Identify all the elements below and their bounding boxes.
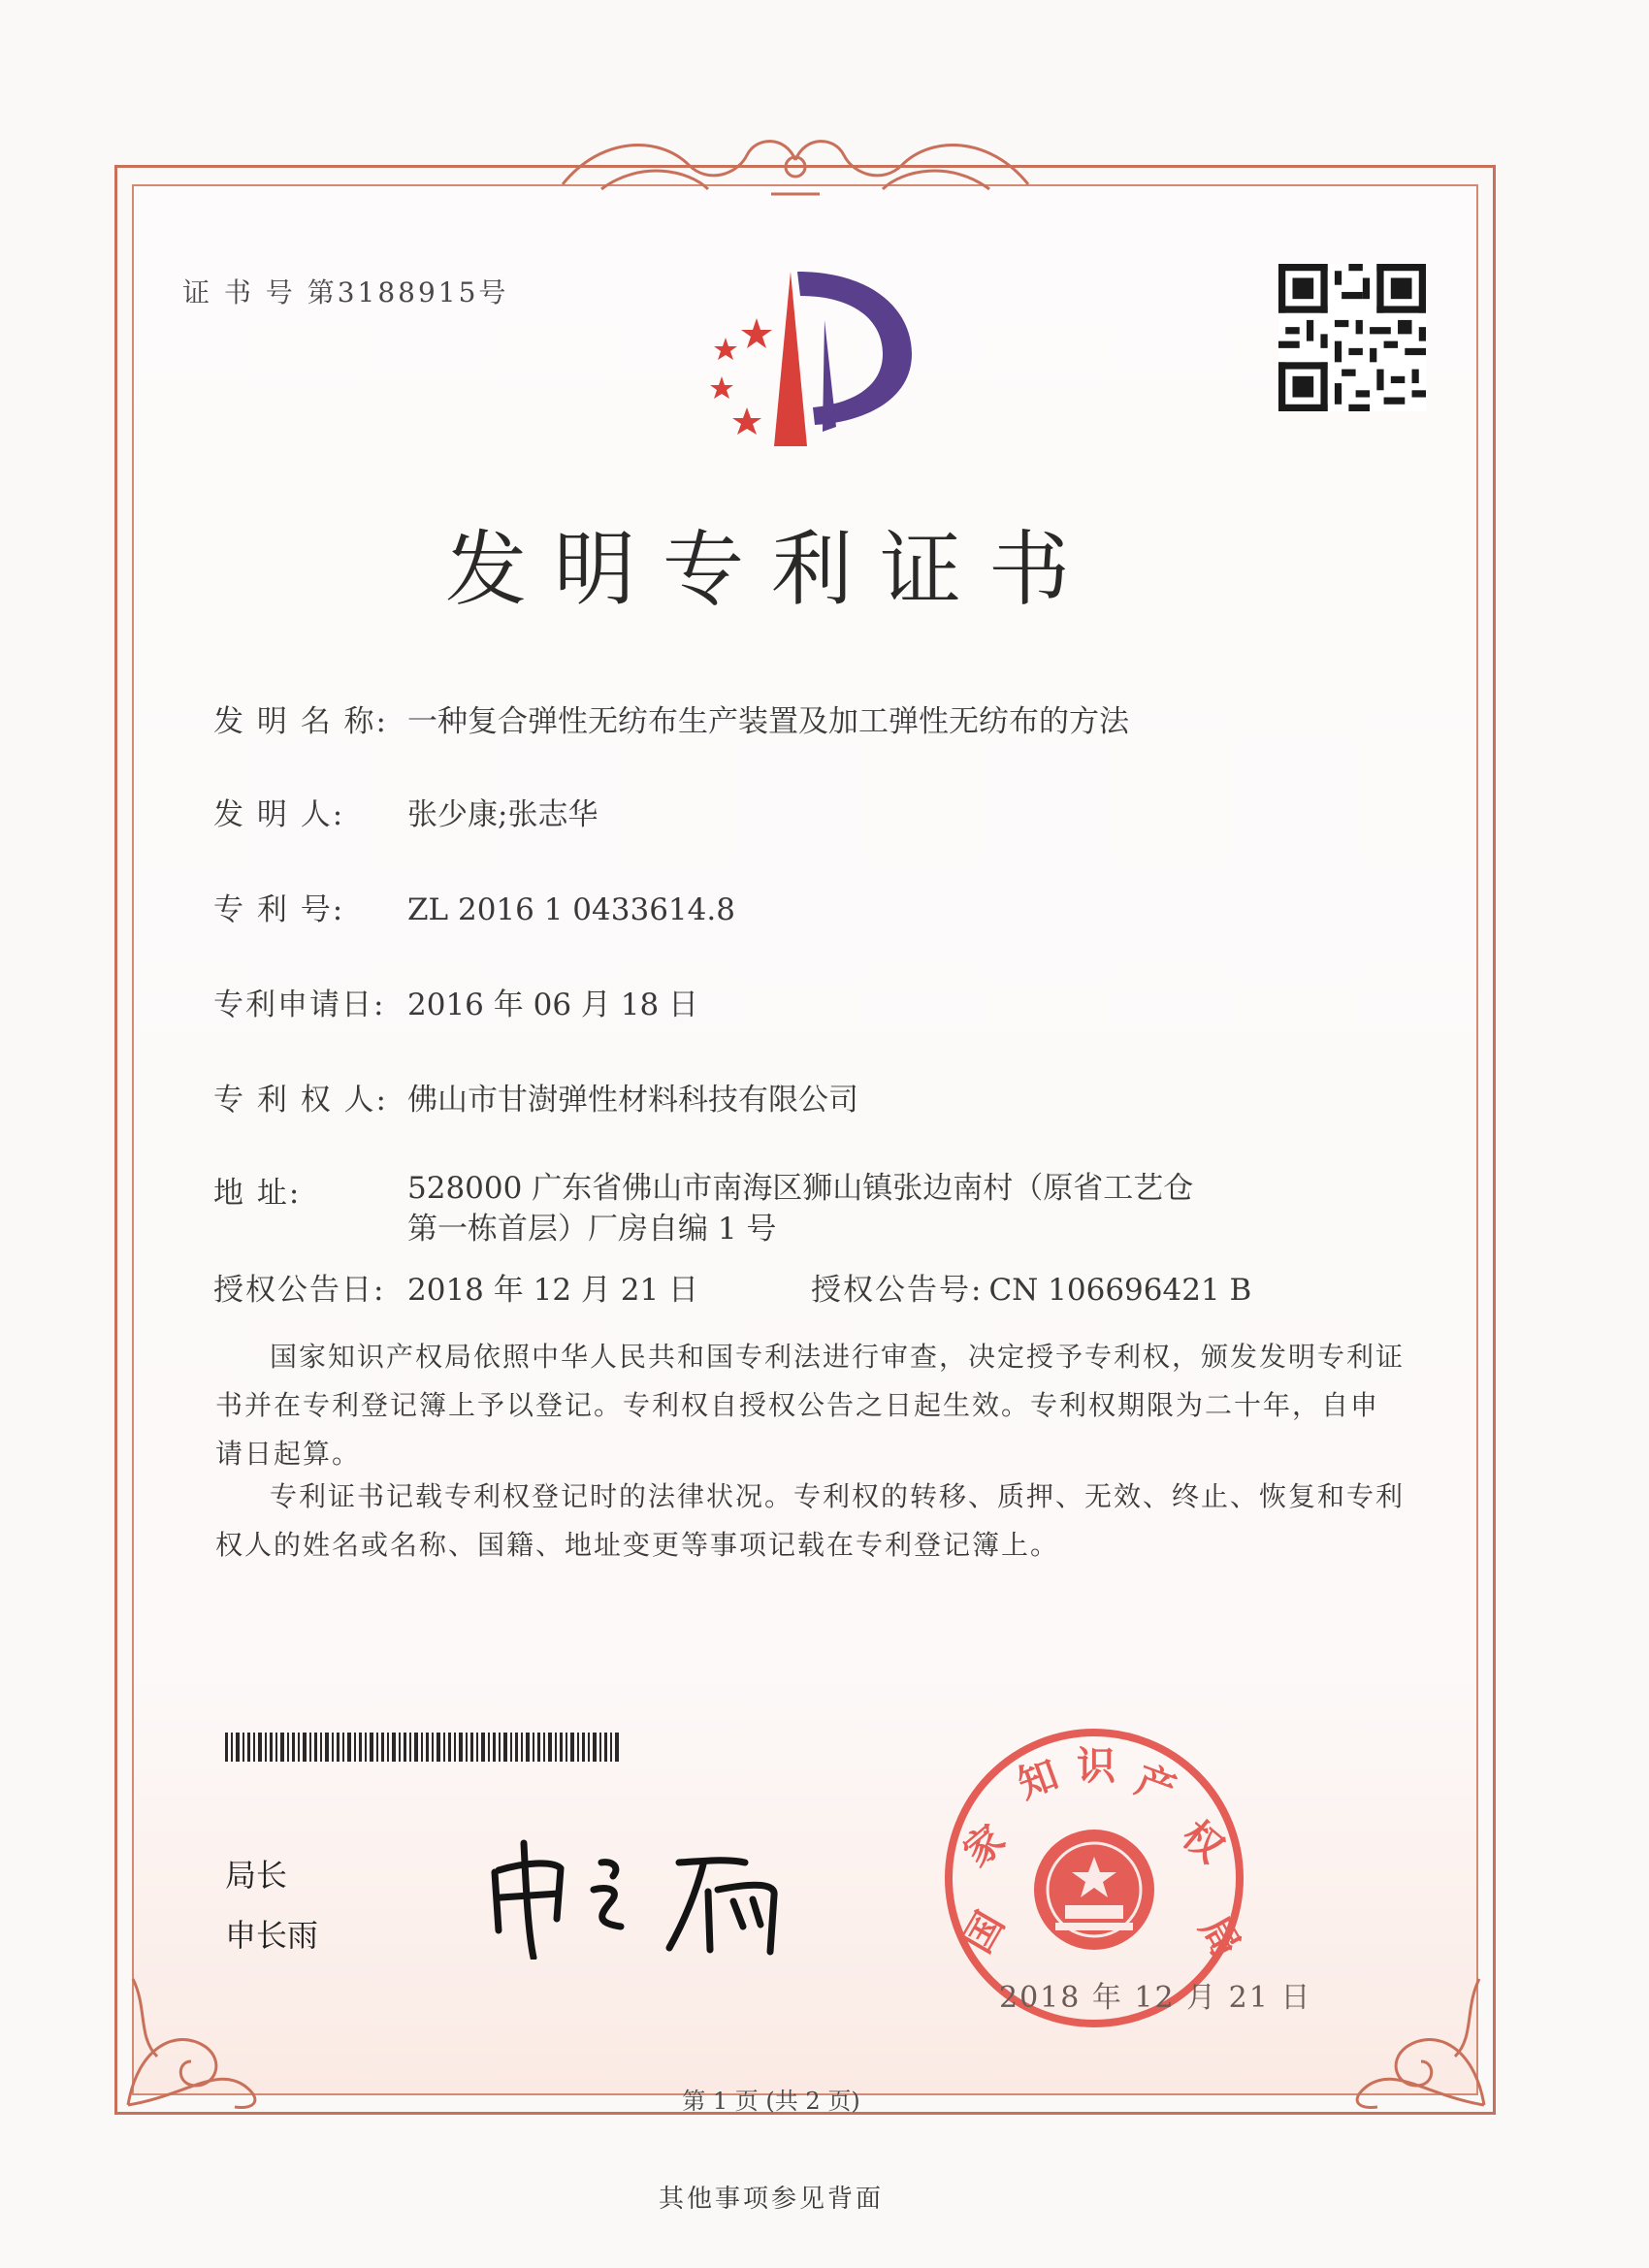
field-value: 一种复合弹性无纺布生产装置及加工弹性无纺布的方法 [407, 704, 1129, 739]
svg-text:知: 知 [1012, 1752, 1065, 1808]
barcode-icon [225, 1733, 623, 1762]
field-label: 发 明 名 称: [213, 704, 389, 739]
certificate-title: 发明专利证书 [444, 522, 1097, 617]
field-value: 张少康;张志华 [407, 797, 598, 832]
field-label: 授权公告日: [213, 1273, 386, 1308]
field-value: 2018 年 12 月 21 日 [407, 1273, 699, 1308]
body-paragraph-1: 国家知识产权局依照中华人民共和国专利法进行审查，决定授予专利权，颁发发明专利证书并在专利登记簿上予以登记。专利权自授权公告之日起生效。专利权期限为二十年，自申请日起算。 [215, 1341, 1406, 1470]
svg-text:识: 识 [1077, 1744, 1116, 1789]
field-filing-date [213, 980, 698, 1023]
svg-text:权: 权 [1173, 1812, 1232, 1872]
certificate-inner-border [132, 184, 1478, 2095]
field-label: 专利申请日: [213, 988, 386, 1022]
field-value: 528000 广东省佛山市南海区狮山镇张边南村（原省工艺仓第一栋首层）厂房自编 1 号 [407, 1171, 1194, 1247]
field-label: 地 址: [213, 1176, 302, 1211]
page-number: 第 1 页 (共 2 页) [682, 2088, 860, 2115]
field-invention-name [213, 697, 1129, 740]
field-label: 发 明 人: [213, 797, 345, 832]
svg-text:家: 家 [954, 1816, 1015, 1876]
back-note: 其他事项参见背面 [658, 2185, 884, 2214]
top-ornament [543, 116, 1048, 204]
field-inventors [213, 790, 598, 833]
field-grant-date [213, 1265, 698, 1309]
patent-office-emblem-icon [679, 262, 922, 456]
field-value: ZL 2016 1 0433614.8 [407, 892, 735, 927]
field-label: 专 利 号: [213, 892, 345, 927]
body-paragraph-2: 专利证书记载专利权登记时的法律状况。专利权的转移、质押、无效、终止、恢复和专利权人的姓名或名称、国籍、地址变更等事项记载在专利登记簿上。 [215, 1480, 1406, 1561]
field-value: 2016 年 06 月 18 日 [407, 988, 699, 1022]
director-block [225, 1845, 318, 1965]
svg-text:国: 国 [954, 1904, 1014, 1960]
field-patentee [213, 1075, 858, 1118]
svg-text:产: 产 [1129, 1758, 1181, 1814]
svg-text:局: 局 [1190, 1909, 1249, 1965]
seal-date: 2018 年 12 月 21 日 [999, 1981, 1312, 2015]
director-name: 申长雨 [225, 1917, 319, 1954]
qr-code-icon [1278, 264, 1426, 411]
director-title: 局长 [225, 1857, 288, 1894]
field-label: 专 利 权 人: [213, 1083, 389, 1118]
field-address [213, 1168, 1203, 1249]
field-value: 佛山市甘澍弹性材料科技有限公司 [407, 1083, 858, 1118]
field-grant-number [811, 1265, 1251, 1309]
field-patent-number [213, 885, 735, 928]
field-label: 授权公告号: [811, 1273, 984, 1308]
certificate-number: 证 书 号 第3188915号 [182, 276, 509, 308]
handwritten-signature [485, 1833, 834, 1960]
field-value: CN 106696421 B [988, 1273, 1252, 1308]
